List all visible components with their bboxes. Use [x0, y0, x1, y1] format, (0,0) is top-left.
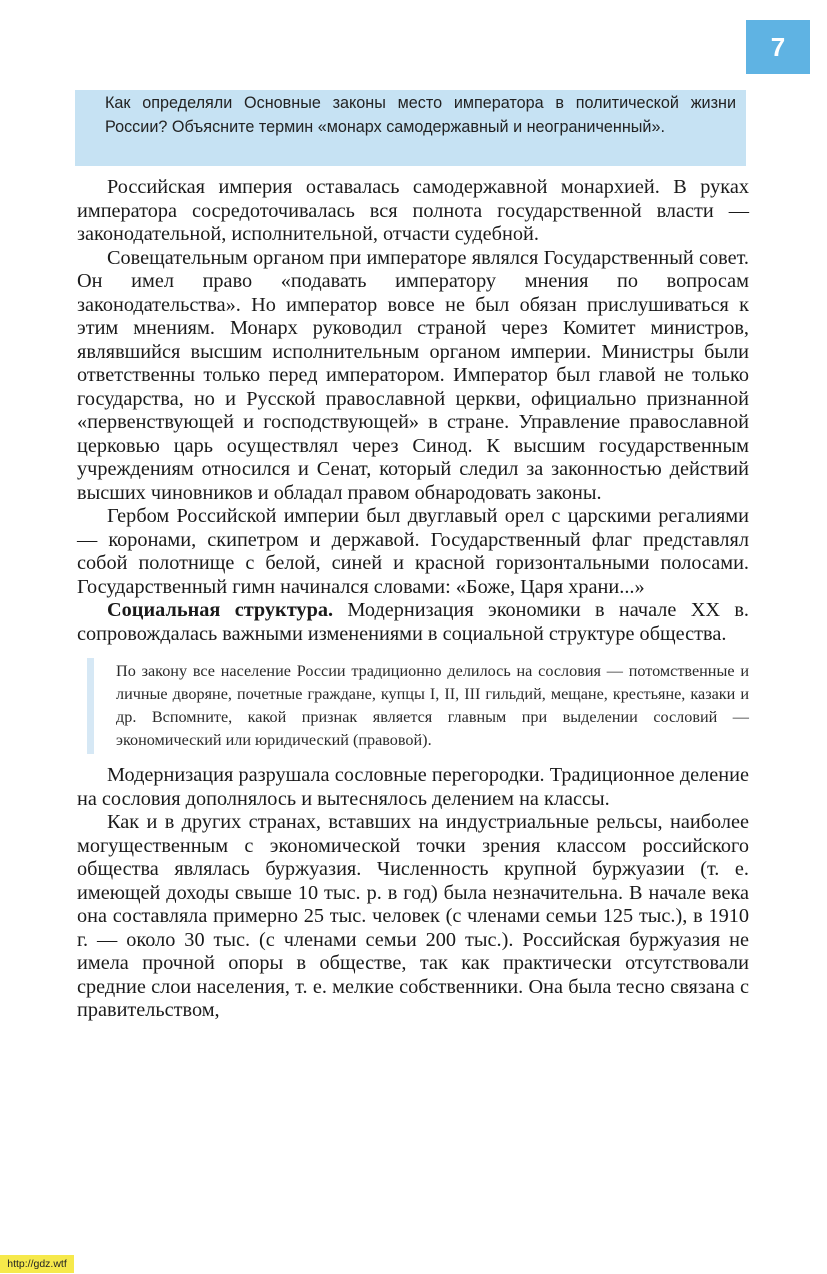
watermark-link[interactable]: http://gdz.wtf	[0, 1255, 74, 1273]
page-number: 7	[746, 20, 810, 74]
paragraph: Гербом Российской империи был двуглавый орел с царскими регалиями — коронами, скипетром и державой. Государственный флаг представлял собой полотнище с белой, синей и красной горизонтальными полосами. Государственный гимн начинался словами: «Боже, Царя храни...»	[77, 505, 749, 598]
question-box: Как определяли Основные законы место императора в политической жизни России? Объясните термин «монарх самодержавный и неограниченный».	[75, 90, 746, 166]
paragraph-social-structure	[77, 599, 749, 646]
note-box: По закону все население России традиционно делилось на сословия — потомственные и личные дворяне, почетные граждане, купцы I, II, III гильдий, мещане, крестьяне, казаки и др. Вспомните, какой признак является главным при выделении сословий — экономический или юридический (правовой).	[87, 658, 749, 754]
body-text	[77, 176, 749, 1023]
paragraph: Совещательным органом при императоре являлся Государственный совет. Он имел право «подавать императору мнения по вопросам законодательства». Но император вовсе не был обязан прислушиваться к этим мнениям. Монарх руководил страной через Комитет министров, являвшийся высшим исполнительным органом империи. Министры были ответственны только перед императором. Император был главой не только государства, но и Русской православной церкви, официально признанной «первенствующей и господствующей» в стране. Управление православной церковью царь осуществлял через Синод. К высшим государственным учреждениям относился и Сенат, который следил за законностью действий высших чиновников и обладал правом обнародовать законы.	[77, 246, 749, 504]
section-title: Социальная структура.	[107, 599, 334, 621]
paragraph: Российская империя оставалась самодержавной монархией. В руках императора сосредоточивалась вся полнота государственной власти — законодательной, исполнительной, отчасти судебной.	[77, 176, 749, 245]
section-text: Модернизация экономики в начале XX в. сопровождалась важными изменениями в социальной структуре общества.	[77, 599, 749, 645]
paragraph: Как и в других странах, вставших на индустриальные рельсы, наиболее могущественным с экономической точки зрения классом российского общества являлась буржуазия. Численность крупной буржуазии (т. е. имеющей доходы свыше 10 тыс. р. в год) была незначительна. В начале века она составляла примерно 25 тыс. человек (с членами семьи 125 тыс.), в 1910 г. — около 30 тыс. (с членами семьи 200 тыс.). Российская буржуазия не имела прочной опоры в обществе, так как практически отсутствовали средние слои населения, т. е. мелкие собственники. Она была тесно связана с правительством,	[77, 811, 749, 1021]
paragraph: Модернизация разрушала сословные перегородки. Традиционное деление на сословия дополнялось и вытеснялось делением на классы.	[77, 764, 749, 810]
